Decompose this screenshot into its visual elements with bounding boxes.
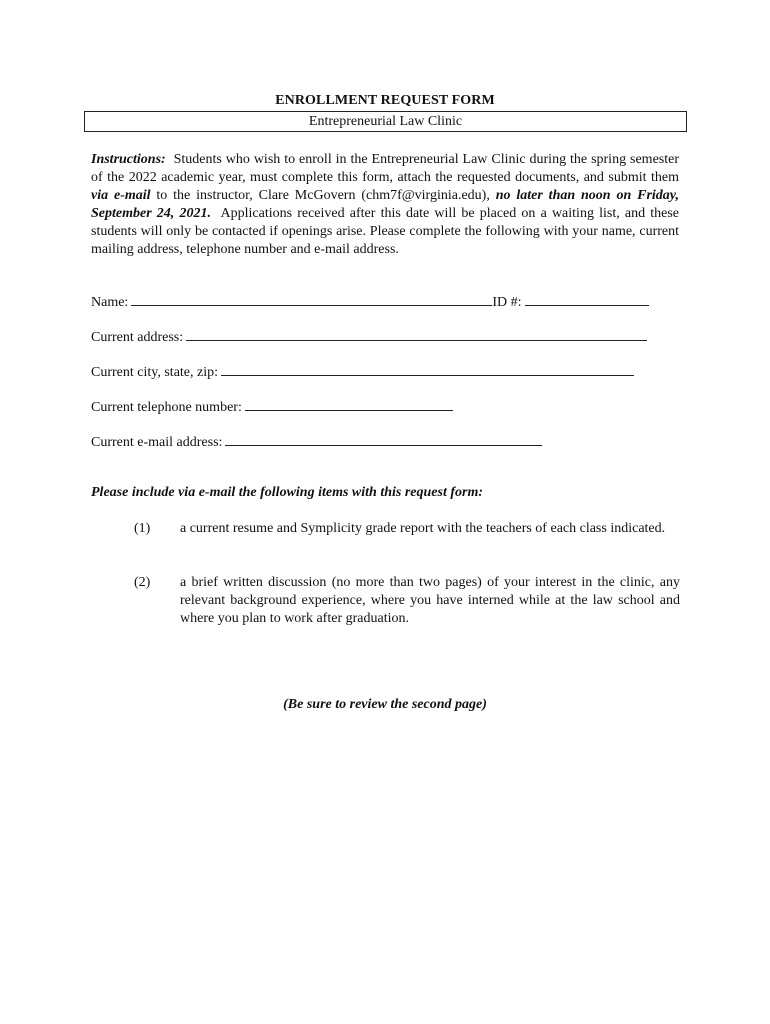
second-page-note: (Be sure to review the second page) <box>283 697 487 712</box>
instructions-text-2: to the instructor, Clare McGovern (chm7f@virginia.edu), <box>156 188 490 203</box>
id-input-line[interactable] <box>525 291 649 306</box>
email-field-row <box>91 431 542 451</box>
instructions-paragraph <box>91 151 679 259</box>
instructions-text-3: Applications received after this date will be placed on a waiting list, and these students will only be contacted if openings arise. Please complete the following with your name, current mailing address, telephone number and e-mail address. <box>91 206 680 257</box>
instructions-deadline: no later than noon on Friday, September 24, 2021. <box>91 188 679 221</box>
id-label: ID #: <box>492 295 522 310</box>
list-item <box>134 520 680 538</box>
list-item-number: (1) <box>134 521 151 536</box>
phone-field-row <box>91 396 453 416</box>
instructions-label: Instructions: <box>91 152 166 167</box>
address-label: Current address: <box>91 330 184 345</box>
list-item-text: a current resume and Symplicity grade report with the teachers of each class indicated. <box>180 521 666 536</box>
name-label: Name: <box>91 295 129 310</box>
address-field-row <box>91 326 647 346</box>
email-input-line[interactable] <box>225 431 542 446</box>
address-input-line[interactable] <box>186 326 647 341</box>
list-item-text: a brief written discussion (no more than two pages) of your interest in the clinic, any relevant background experience, where you have interned while at the law school and where you plan to work after graduation. <box>180 575 680 626</box>
instructions-via-email: via e-mail <box>91 188 151 203</box>
city-input-line[interactable] <box>221 361 634 376</box>
phone-input-line[interactable] <box>245 396 453 411</box>
clinic-name-box: Entrepreneurial Law Clinic <box>84 111 687 132</box>
list-item-number: (2) <box>134 575 151 590</box>
city-field-row <box>91 361 634 381</box>
instructions-text-1: Students who wish to enroll in the Entrepreneurial Law Clinic during the spring semester of the 2022 academic year, must complete this form, attach the requested documents, and submit them <box>91 152 679 185</box>
list-item <box>134 574 680 628</box>
city-label: Current city, state, zip: <box>91 365 218 380</box>
name-input-line[interactable] <box>131 291 492 306</box>
include-heading: Please include via e-mail the following items with this request form: <box>91 485 483 500</box>
email-label: Current e-mail address: <box>91 435 223 450</box>
form-title: ENROLLMENT REQUEST FORM <box>275 93 495 108</box>
name-field-row <box>91 291 649 311</box>
phone-label: Current telephone number: <box>91 400 242 415</box>
